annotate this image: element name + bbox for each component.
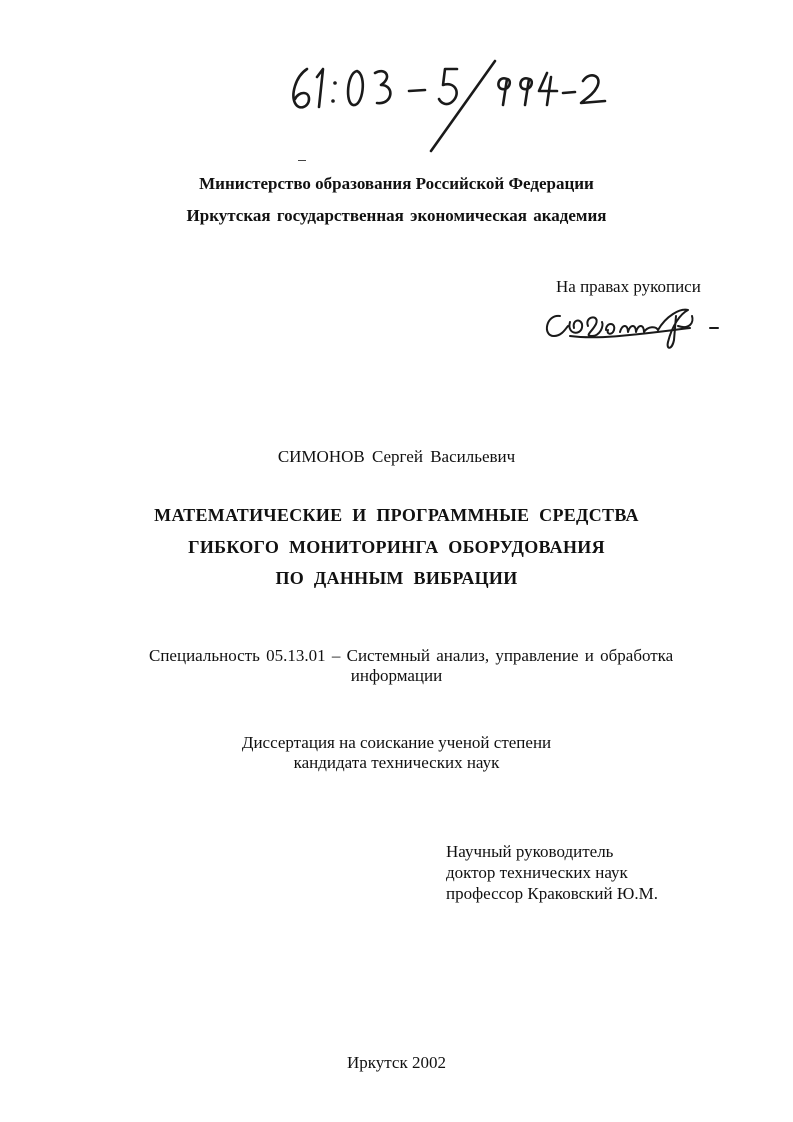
supervisor-name: профессор Краковский Ю.М.: [446, 884, 658, 903]
academy-name: Иркутская государственная экономическая академия: [186, 206, 607, 225]
thesis-title-line-2: ГИБКОГО МОНИТОРИНГА ОБОРУДОВАНИЯ: [188, 537, 605, 557]
dissertation-degree-line-2: кандидата технических наук: [293, 753, 500, 772]
margin-mark: [298, 160, 306, 161]
ministry-name: Министерство образования Российской Федерации: [199, 174, 594, 193]
thesis-title-line-1: МАТЕМАТИЧЕСКИЕ И ПРОГРАММНЫЕ СРЕДСТВА: [154, 505, 639, 525]
thesis-title-line-3: ПО ДАННЫМ ВИБРАЦИИ: [275, 568, 518, 588]
manuscript-note: На правах рукописи: [556, 277, 701, 296]
specialty-line: Специальность 05.13.01 – Системный анализ, управление и обработка: [149, 646, 674, 665]
author-name: СИМОНОВ Сергей Васильевич: [277, 447, 516, 466]
handwritten-archive-code: [285, 55, 625, 155]
author-signature: [540, 296, 735, 356]
supervisor-role: Научный руководитель: [446, 842, 614, 861]
dissertation-degree-line-1: Диссертация на соискание ученой степени: [241, 733, 552, 752]
specialty-line-continued: информации: [350, 666, 443, 685]
supervisor-degree: доктор технических наук: [446, 863, 628, 882]
city-year: Иркутск 2002: [347, 1053, 446, 1072]
